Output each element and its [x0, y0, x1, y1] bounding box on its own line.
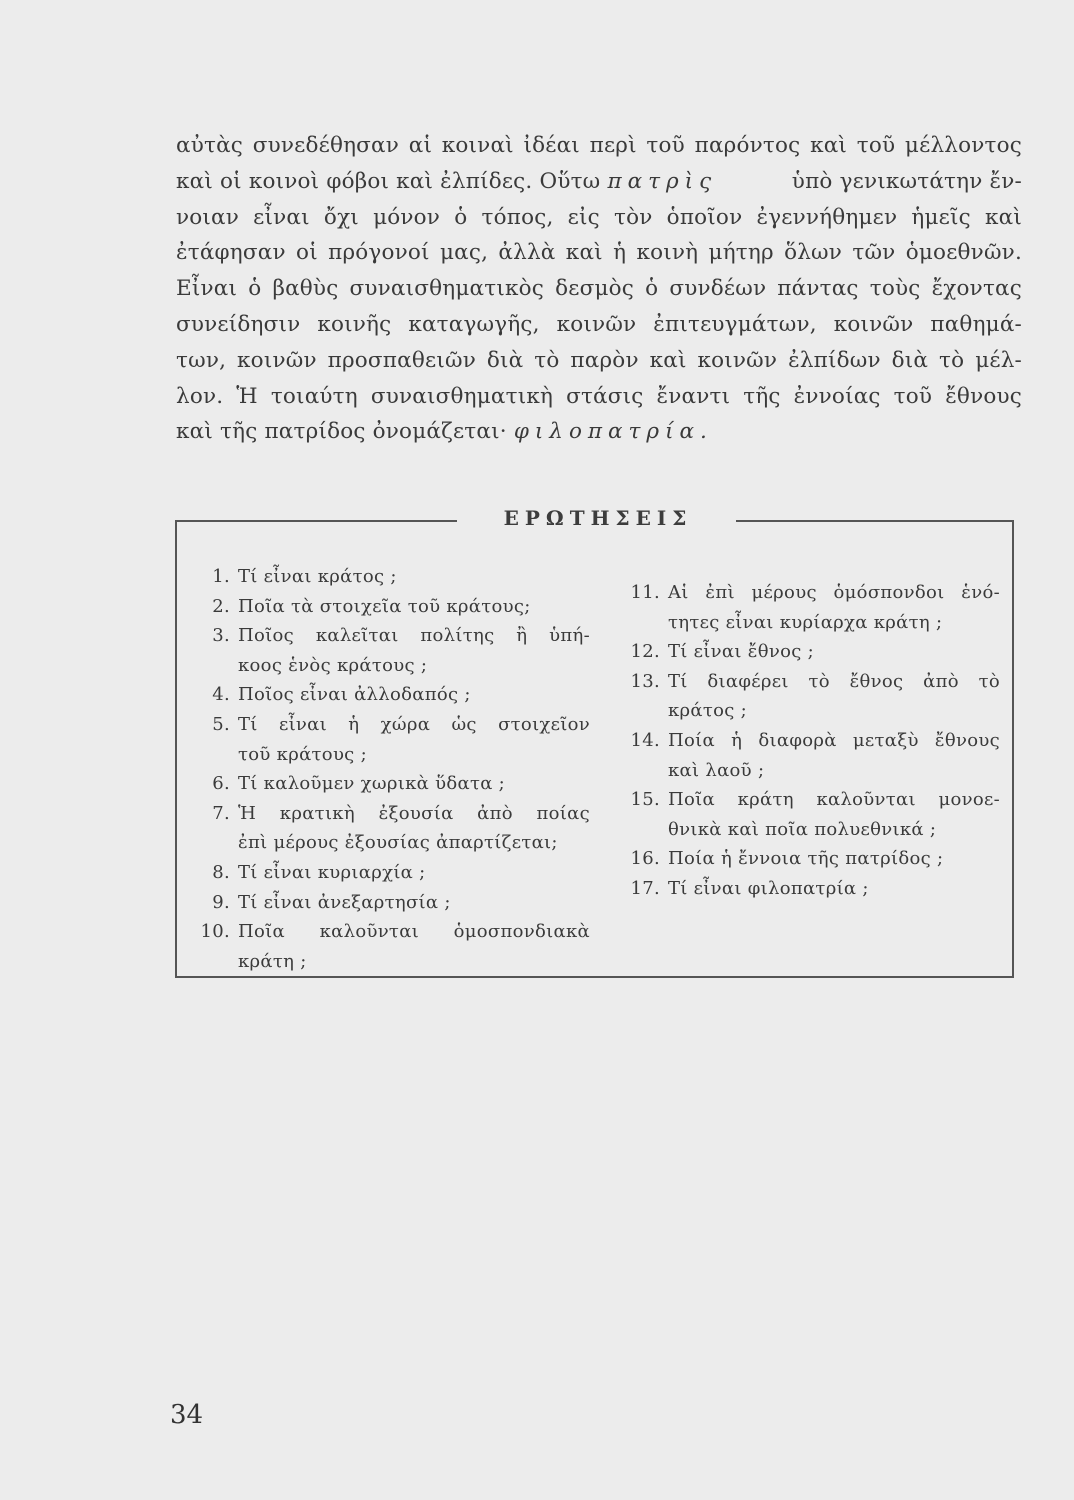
text-line: των, κοινῶν προσπαθειῶν διὰ τὸ παρὸν καὶ κοινῶν ἐλπίδων διὰ τὸ μέλ- — [176, 347, 1022, 373]
question-item: 15. Ποῖα κράτη καλοῦνται μονοε- θνικὰ καὶ ποῖα πολυεθνικά ; — [630, 789, 1000, 840]
question-item: 5. Τί εἶναι ἡ χώρα ὡς στοιχεῖον τοῦ κράτους ; — [212, 713, 590, 765]
emphasis-patris: πατρὶς — [607, 168, 718, 194]
question-item: 14. Ποία ἡ διαφορὰ μεταξὺ ἔθνους καὶ λαοῦ ; — [630, 729, 1000, 781]
question-item: 17. Τί εἶναι φιλοπατρία ; — [630, 877, 869, 899]
text-line: νοιαν εἶναι ὄχι μόνον ὁ τόπος, εἰς τὸν ὁποῖον ἐγεννήθημεν ἡμεῖς καὶ — [176, 204, 1022, 230]
question-item: 6. Τί καλοῦμεν χωρικὰ ὕδατα ; — [212, 773, 506, 795]
question-item: 9. Τί εἶναι ἀνεξαρτησία ; — [212, 891, 451, 913]
text-line: καὶ τῆς πατρίδος ὀνομάζεται· φιλοπατρία. — [176, 419, 713, 445]
question-item: 12. Τί εἶναι ἔθνος ; — [630, 641, 814, 663]
question-item: 3. Ποῖος καλεῖται πολίτης ἢ ὑπή- κοος ἑνὸς κράτους ; — [212, 625, 590, 676]
questions-box-top-rule-right — [736, 520, 1014, 522]
text-line: Εἶναι ὁ βαθὺς συναισθηματικὸς δεσμὸς ὁ συνδέων πάντας τοὺς ἔχοντας — [176, 276, 1022, 302]
questions-column-left — [190, 562, 590, 976]
text-line: λον. Ἡ τοιαύτη συναισθηματικὴ στάσις ἔναντι τῆς ἐννοίας τοῦ ἔθνους — [176, 383, 1022, 409]
question-item: 11. Αἱ ἐπὶ μέρους ὁμόσπονδοι ἑνό- τητες εἶναι κυρίαρχα κράτη ; — [630, 582, 1000, 633]
questions-box-top-rule-left — [175, 520, 457, 522]
question-item: 2. Ποῖα τὰ στοιχεῖα τοῦ κράτους; — [212, 595, 531, 617]
question-item: 4. Ποῖος εἶναι ἀλλοδαπός ; — [212, 684, 471, 706]
text-line: καὶ οἱ κοινοὶ φόβοι καὶ ἐλπίδες. Οὕτω πατρὶς ὑπὸ γενικωτάτην ἔν- — [176, 168, 1022, 194]
questions-title: ΕΡΩΤΗΣΕΙΣ — [503, 506, 693, 530]
question-item: 10. Ποῖα καλοῦνται ὁμοσπονδιακὰ κράτη ; — [200, 921, 590, 972]
page-number: 34 — [170, 1400, 204, 1430]
questions-column-right — [620, 578, 1000, 904]
body-paragraph — [176, 128, 1022, 450]
text-line: συνείδησιν κοινῆς καταγωγῆς, κοινῶν ἐπιτευγμάτων, κοινῶν παθημά- — [176, 311, 1022, 337]
text-line: αὐτὰς συνεδέθησαν αἱ κοιναὶ ἰδέαι περὶ τοῦ παρόντος καὶ τοῦ μέλλοντος — [176, 133, 1022, 158]
question-item: 13. Τί διαφέρει τὸ ἔθνος ἀπὸ τὸ κράτος ; — [630, 670, 1000, 722]
emphasis-filopatria: φιλοπατρία. — [513, 419, 713, 445]
text-line: ἐτάφησαν οἱ πρόγονοί μας, ἀλλὰ καὶ ἡ κοινὴ μήτηρ ὅλων τῶν ὁμοεθνῶν. — [176, 240, 1022, 266]
question-item: 8. Τί εἶναι κυριαρχία ; — [212, 861, 426, 883]
question-item: 7. Ἡ κρατικὴ ἐξουσία ἀπὸ ποίας ἐπὶ μέρους ἐξουσίας ἀπαρτίζεται; — [212, 802, 590, 854]
question-item: 16. Ποία ἡ ἔννοια τῆς πατρίδος ; — [630, 848, 944, 870]
question-item: 1. Τί εἶναι κράτος ; — [212, 566, 397, 587]
